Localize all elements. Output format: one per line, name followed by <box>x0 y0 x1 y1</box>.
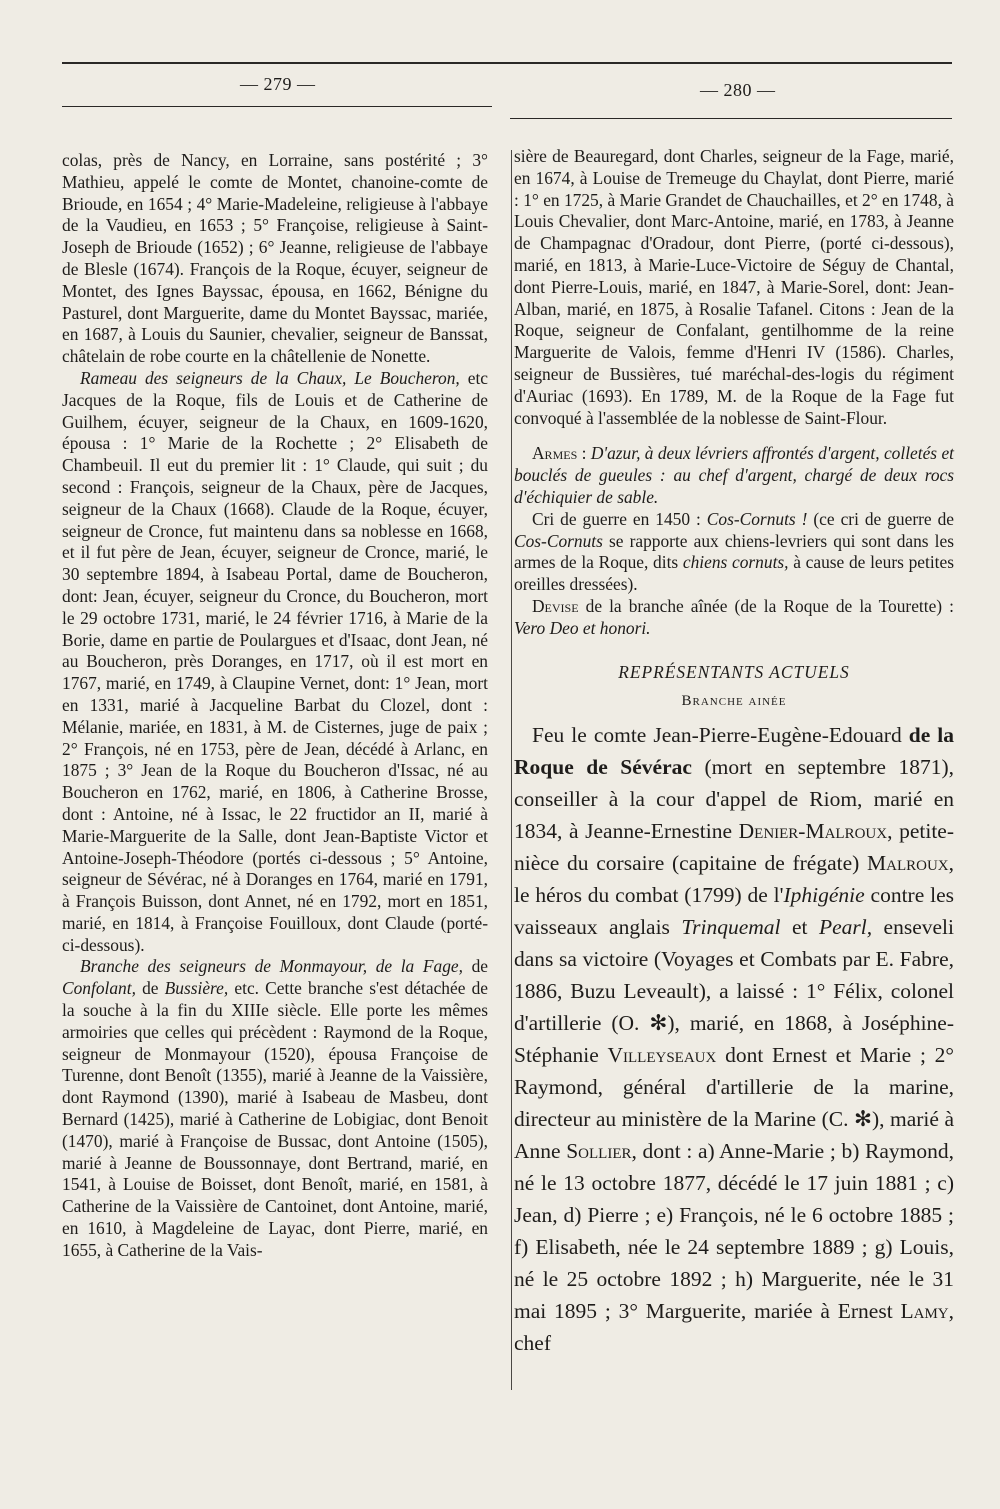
arms-label: Armes <box>532 443 578 464</box>
arms-paragraph <box>514 443 954 508</box>
motto: Cos-Cornuts <box>514 530 603 551</box>
surname: Denier-Malroux, <box>738 819 893 844</box>
paragraph-text: de <box>462 956 488 977</box>
ship-name: Trinquemal <box>681 915 781 940</box>
paragraph <box>62 956 488 1261</box>
column-divider <box>511 150 512 1390</box>
section-title: Branche des seigneurs de Monmayour, de la Fage, <box>80 956 463 977</box>
war-cry-paragraph <box>514 509 954 596</box>
motto-paragraph <box>514 596 954 640</box>
paragraph-text: Feu le comte Jean-Pierre-Eugène-Edouard <box>532 723 909 748</box>
ship-name: Pearl, <box>818 915 873 940</box>
section-title: Bussière, <box>164 978 229 999</box>
paragraph-text: (ce cri de guerre de <box>807 508 954 529</box>
surname: Sollier, <box>566 1139 637 1164</box>
surname: Malroux, <box>867 851 954 876</box>
left-header-rule <box>62 106 492 107</box>
section-heading: REPRÉSENTANTS ACTUELS <box>618 661 850 682</box>
paragraph-text: se rapporte aux chiens-levriers qui sont dans les armes de la Roque, dits <box>514 530 954 573</box>
spacer <box>514 429 954 443</box>
motto-label: Devise <box>532 595 579 616</box>
paragraph-text: dont : a) Anne-Marie ; b) Raymond, né le 13 octobre 1877, décédé le 17 juin 1881 ; c) Jean, d) Pierre ; e) François, né le 6 octobre 1885 ; f) Elisabeth, née le 24 septembre 1889 ; g) Louis, né le 25 octobre 1892 ; h) Marguerite, née le 31 mai 1895 ; 3° Marguerite, mariée à Ernest <box>514 1139 954 1324</box>
family-name: de la Roque de Sévérac <box>514 723 954 780</box>
italic-term: chiens cornuts, <box>682 552 789 573</box>
right-column <box>514 146 954 1359</box>
right-header-rule <box>510 118 952 119</box>
header-rule <box>62 62 952 64</box>
paragraph-text: etc. Cette branche s'est détachée de la souche à la fin du XIIIe siècle. Elle porte les mêmes armoiries que celles qui précèdent : Raymond de la Roque, seigneur de Monmayour (1520), épousa Françoise de Turenne, dont Benoît (1355), marié à Jeanne de la Vaissière, dont Raymond (1390), marié à Isabeau de Masbeu, dont Bernard (1425), marié à Catherine de Lobigiac, dont Benoit (1470), marié à Françoise de Bussac, dont Antoine (1505), marié à Jeanne de Boussonnaye, dont Bertrand, marié, en 1541, à Louise de Boisset, dont Benoît, marié, en 1581, à Catherine de la Vaissière de Cantoinet, dont Antoine, marié, en 1610, à Magdeleine de Layac, dont Pierre, marié, en 1655, à Catherine de la Vais- <box>62 978 488 1260</box>
paragraph-text: de <box>135 978 165 999</box>
surname: Lamy, <box>900 1299 954 1324</box>
paragraph-text: à cause de leurs petites oreilles dressées). <box>514 552 954 595</box>
paragraph-text: petite-nièce du corsaire (capitaine de frégate) <box>514 819 955 876</box>
motto: Cos-Cornuts ! <box>706 508 808 529</box>
paragraph-text: Cri de guerre en 1450 : <box>532 508 707 529</box>
paragraph: sière de Beauregard, dont Charles, seigneur de la Fage, marié, en 1674, à Louise de Tremeuge du Chaylat, dont Pierre, marié : 1° en 1725, à Marie Grandet de Chauchailles, et 2° en 1748, à Louis Chevalier, dont Marc-Antoine, marié, en 1783, à Jeanne de Champagnac d'Oradour, dont Pierre, (porté ci-dessous), marié, en 1813, à Marie-Luce-Victoire de Séguy de Chantal, dont Pierre-Louis, marié, en 1847, à Marie-Sorel, dont: Jean-Alban, marié, en 1875, à Rosalie Tafanel. Citons : Jean de la Roque, seigneur de Confalant, gentilhomme de la reine Marguerite de Valois, femme d'Henri IV (1586). Charles, seigneur de Bussières, tué maréchal-des-logis du régiment d'Auriac (1693). En 1789, M. de la Roque de la Fage fut convoqué à l'assemblée de la noblesse de Saint-Flour. <box>514 146 954 428</box>
paragraph-text: dont Ernest et Marie ; 2° Raymond, général d'artillerie de la marine, directeur au ministère de la Marine (C. ✻), marié à Anne <box>514 1043 954 1164</box>
section-title: Rameau des seigneurs de la Chaux, Le Boucheron, <box>80 367 460 388</box>
paragraph-text: de la branche aînée (de la Roque de la Tourette) : <box>578 595 954 616</box>
paragraph-text: : <box>577 443 591 464</box>
page-number-right: — 280 — <box>700 80 776 100</box>
paragraph-text: (mort en septembre 1871), conseiller à la cour d'appel de Riom, marié en 1834, à Jeanne-Ernestine <box>514 755 954 844</box>
ship-name: Iphigénie <box>783 883 865 908</box>
motto: Vero Deo et honori. <box>514 617 651 638</box>
section-title: Confolant, <box>62 978 136 999</box>
left-column <box>62 150 488 1262</box>
arms-text: D'azur, à deux lévriers affrontés d'argent, colletés et bouclés de gueules : au chef d'argent, chargé de deux rocs d'échiquier de sable. <box>514 443 954 507</box>
representatives-paragraph <box>514 719 954 1359</box>
section-subheading: Branche ainée <box>681 693 787 710</box>
paragraph-text: chef <box>514 1331 551 1356</box>
paragraph-text: etc Jacques de la Roque, fils de Louis et de Catherine de Guilhem, écuyer, seigneur de la Chaux, en 1609-1620, épousa : 1° Marie de la Rochette ; 2° Elisabeth de Chambeuil. Il eut du premier lit : 1° Claude, qui suit ; du second : François, seigneur de la Chaux, père de Jacques, seigneur de la Chaux (1668). Claude de la Roque, écuyer, seigneur de Cronce, fut maintenu dans sa noblesse en 1668, et il fut père de Jean, écuyer, seigneur de Cronce, marié, le 30 septembre 1894, à Isabeau Portal, dame de Boucheron, dont: Jean, écuyer, seigneur du Cronce, du Boucheron, mort le 29 octobre 1731, marié, le 24 février 1716, à Marie de la Borie, dame en partie de Poulargues et d'Isaac, dont Jean, né au Boucheron, près Doranges, en 1717, où il est mort en 1767, marié, en 1749, à Claupine Vernet, dont: 1° Jean, mort en 1331, marié à Jacqueline Barbat du Clozel, dont : Mélanie, mariée, en 1831, à M. de Cisternes, juge de paix ; 2° François, né en 1753, père de Jean, décédé à Arlanc, en 1875 ; 3° Jean de la Roque du Boucheron d'Issac, né au Boucheron en 1762, marié, en 1806, à Catherine Brosse, dont : Antoine, né à Issac, le 22 fructidor an II, marié à Marie-Marguerite de la Salle, dont Jean-Baptiste Victor et Antoine-Joseph-Théodore (portés ci-dessous ; 5° Antoine, seigneur de Sévérac, né à Doranges en 1764, marié en 1791, à François Buisson, dont Annet, né en 1792, mort en 1851, marié, en 1814, à Françoise Fouilloux, dont Claude (porté-ci-dessous). <box>62 367 488 955</box>
paragraph-text: et <box>780 915 819 940</box>
paragraph-text: enseveli dans sa victoire (Voyages et Combats par E. Fabre, 1886, Buzu Leveault), a laissé : 1° Félix, colonel d'artillerie (O. ✻), marié, en 1868, à Joséphine-Stéphanie <box>514 915 954 1068</box>
surname: Villeyseaux <box>607 1043 717 1068</box>
paragraph-text: le héros du combat (1799) de l' <box>514 883 784 908</box>
paragraph: colas, près de Nancy, en Lorraine, sans postérité ; 3° Mathieu, appelé le comte de Montet, chanoine-comte de Brioude, en 1654 ; 4° Marie-Madeleine, religieuse à l'abbaye de la Vaudieu, en 1653 ; 5° Françoise, religieuse à Saint-Joseph de Brioude (1652) ; 6° Jeanne, religieuse de l'abbaye de Blesle (1674). François de la Roque, écuyer, seigneur de Montet, des Ignes Bayssac, épousa, en 1662, Bénigne du Pasturel, dont Marguerite, dame du Montet Bayssac, mariée, en 1687, à Louis du Saunier, chevalier, seigneur de Banssat, châtelain de robe courte en la châtellenie de Nonette. <box>62 150 488 367</box>
paragraph <box>62 368 488 957</box>
paragraph-text: contre les vaisseaux anglais <box>514 883 955 940</box>
page-number-left: — 279 — <box>240 74 316 94</box>
